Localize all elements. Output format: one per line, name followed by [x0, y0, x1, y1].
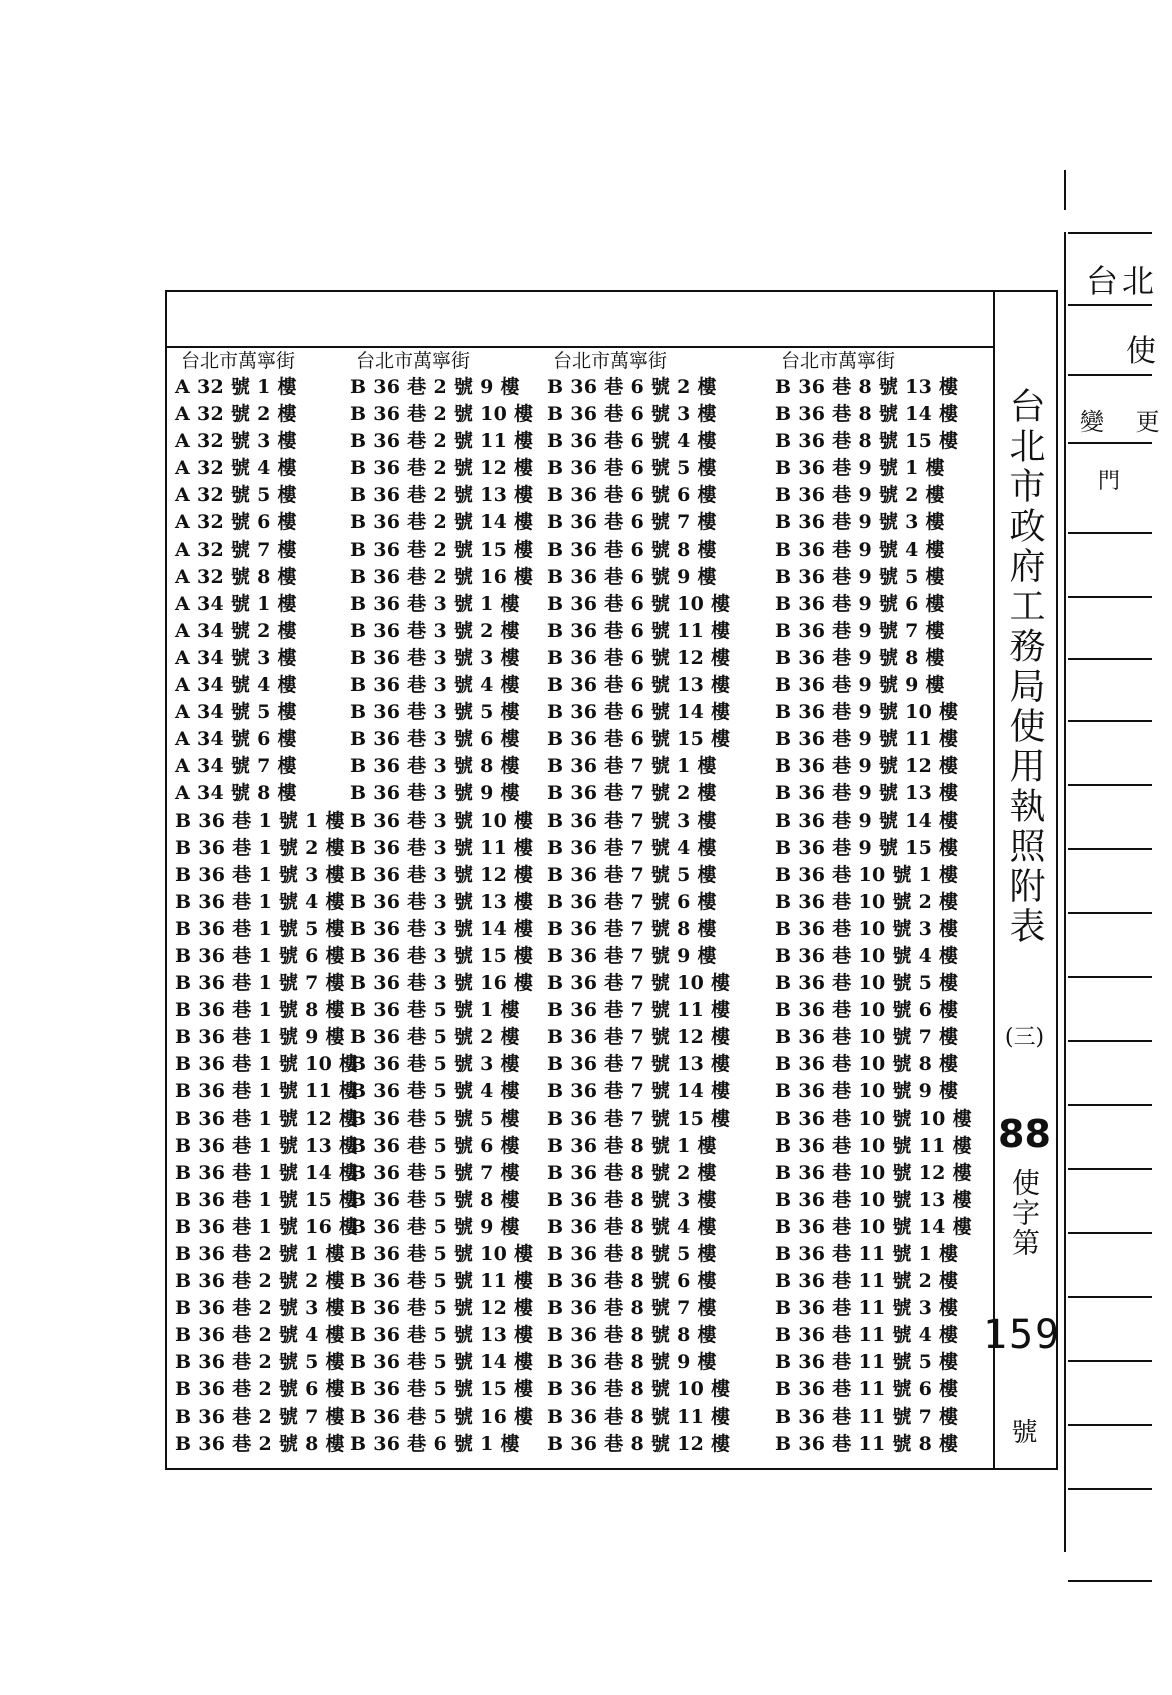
address-entry: B 36 巷 10 號 11 樓: [775, 1134, 972, 1157]
adjacent-page-door-label: 門: [1098, 469, 1121, 494]
address-entry: A 34 號 7 樓: [175, 755, 297, 778]
address-entry: B 36 巷 10 號 2 樓: [775, 890, 959, 913]
address-entry: B 36 巷 7 號 3 樓: [547, 809, 717, 832]
address-entry: B 36 巷 6 號 13 樓: [547, 674, 731, 697]
address-entry: B 36 巷 6 號 2 樓: [547, 376, 717, 398]
column-header: 台北市萬寧街: [781, 350, 896, 372]
address-entry: B 36 巷 8 號 5 樓: [547, 1243, 717, 1265]
address-entry: B 36 巷 3 號 4 樓: [350, 674, 520, 697]
address-entry: A 32 號 2 樓: [175, 403, 297, 426]
adjacent-page-rule: [1068, 658, 1152, 660]
address-entry: B 36 巷 3 號 13 樓: [350, 890, 534, 913]
adjacent-page-rule: [1068, 304, 1152, 306]
adjacent-page-rule: [1068, 232, 1152, 234]
address-entry: A 32 號 4 樓: [175, 457, 297, 480]
address-entry: B 36 巷 2 號 10 樓: [350, 403, 534, 426]
address-entry: A 34 號 6 樓: [175, 728, 297, 751]
address-entry: B 36 巷 3 號 6 樓: [350, 728, 520, 751]
address-entry: B 36 巷 3 號 1 樓: [350, 592, 520, 615]
adjacent-page-title: 台北: [1086, 262, 1159, 300]
address-entry: B 36 巷 9 號 7 樓: [775, 619, 945, 642]
address-entry: B 36 巷 5 號 16 樓: [350, 1405, 534, 1428]
adjacent-page-rule: [1068, 532, 1152, 534]
address-entry: B 36 巷 2 號 4 樓: [175, 1324, 345, 1347]
address-entry: B 36 巷 5 號 5 樓: [350, 1107, 520, 1130]
address-entry: B 36 巷 2 號 7 樓: [175, 1405, 345, 1428]
address-entry: B 36 巷 5 號 4 樓: [350, 1080, 520, 1103]
address-entry: B 36 巷 8 號 11 樓: [547, 1405, 731, 1428]
column-header: 台北市萬寧街: [356, 350, 471, 372]
address-entry: B 36 巷 10 號 1 樓: [775, 863, 959, 886]
address-entry: B 36 巷 1 號 11 樓: [175, 1080, 359, 1103]
address-entry: B 36 巷 6 號 4 樓: [547, 430, 717, 453]
address-entry: A 32 號 6 樓: [175, 511, 297, 534]
address-entry: B 36 巷 5 號 10 樓: [350, 1243, 534, 1265]
address-entry: B 36 巷 2 號 14 樓: [350, 511, 534, 534]
adjacent-page-rule: [1068, 1580, 1152, 1582]
address-entry: B 36 巷 1 號 9 樓: [175, 1026, 345, 1049]
permit-appendix-table: [165, 290, 1062, 1470]
adjacent-page-rule: [1068, 976, 1152, 978]
address-entry: B 36 巷 2 號 8 樓: [175, 1432, 345, 1455]
address-entry: B 36 巷 11 號 3 樓: [775, 1297, 959, 1320]
address-entry: B 36 巷 6 號 10 樓: [547, 592, 731, 615]
address-entry: B 36 巷 6 號 6 樓: [547, 484, 717, 507]
adjacent-page-edge: [1064, 0, 1172, 1695]
address-column-4: [775, 348, 975, 1458]
address-entry: A 34 號 3 樓: [175, 646, 297, 669]
permit-number-suffix: 號: [1011, 1418, 1038, 1448]
address-entry: B 36 巷 7 號 2 樓: [547, 782, 717, 805]
address-entry: B 36 巷 9 號 13 樓: [775, 782, 959, 805]
address-entry: B 36 巷 2 號 6 樓: [175, 1378, 345, 1401]
address-entry: B 36 巷 7 號 4 樓: [547, 836, 717, 859]
address-entry: B 36 巷 8 號 6 樓: [547, 1270, 717, 1293]
address-entry: B 36 巷 1 號 4 樓: [175, 890, 345, 913]
address-entry: B 36 巷 9 號 9 樓: [775, 674, 945, 697]
permit-number: 159: [982, 1312, 1062, 1358]
address-entry: B 36 巷 8 號 13 樓: [775, 376, 959, 398]
address-entry: B 36 巷 2 號 13 樓: [350, 484, 534, 507]
address-entry: B 36 巷 5 號 6 樓: [350, 1134, 520, 1157]
address-entry: B 36 巷 1 號 12 樓: [175, 1107, 359, 1130]
adjacent-page-rule: [1068, 720, 1152, 722]
adjacent-page-heading: 使: [1126, 334, 1156, 369]
address-entry: B 36 巷 11 號 4 樓: [775, 1324, 959, 1347]
address-entry: B 36 巷 2 號 9 樓: [350, 376, 520, 398]
address-entry: B 36 巷 6 號 7 樓: [547, 511, 717, 534]
address-entry: B 36 巷 8 號 14 樓: [775, 403, 959, 426]
address-entry: B 36 巷 9 號 1 樓: [775, 457, 945, 480]
adjacent-page-rule: [1068, 1296, 1152, 1298]
address-entry: B 36 巷 8 號 3 樓: [547, 1188, 717, 1211]
address-entry: B 36 巷 11 號 1 樓: [775, 1243, 959, 1265]
adjacent-page-rule: [1068, 1104, 1152, 1106]
address-entry: B 36 巷 5 號 11 樓: [350, 1270, 534, 1293]
address-entry: B 36 巷 1 號 8 樓: [175, 999, 345, 1022]
permit-type: 使字第: [1008, 1168, 1041, 1258]
address-entry: B 36 巷 7 號 12 樓: [547, 1026, 731, 1049]
address-entry: B 36 巷 7 號 5 樓: [547, 863, 717, 886]
address-entry: B 36 巷 10 號 10 樓: [775, 1107, 972, 1130]
address-entry: B 36 巷 1 號 15 樓: [175, 1188, 359, 1211]
address-entry: B 36 巷 10 號 4 樓: [775, 944, 959, 967]
address-entry: B 36 巷 6 號 14 樓: [547, 701, 731, 724]
adjacent-page-rule: [1068, 1168, 1152, 1170]
address-entry: B 36 巷 10 號 14 樓: [775, 1215, 972, 1238]
address-entry: B 36 巷 9 號 3 樓: [775, 511, 945, 534]
address-entry: B 36 巷 6 號 5 樓: [547, 457, 717, 480]
permit-year: 88: [998, 1112, 1051, 1156]
adjacent-page-border: [1064, 232, 1066, 1552]
address-entry: B 36 巷 10 號 12 樓: [775, 1161, 972, 1184]
address-entry: B 36 巷 9 號 12 樓: [775, 755, 959, 778]
address-entry: B 36 巷 1 號 13 樓: [175, 1134, 359, 1157]
address-entry: B 36 巷 9 號 14 樓: [775, 809, 959, 832]
address-entry: B 36 巷 8 號 4 樓: [547, 1215, 717, 1238]
address-entry: B 36 巷 5 號 14 樓: [350, 1351, 534, 1374]
column-header: 台北市萬寧街: [553, 350, 668, 372]
address-entry: B 36 巷 3 號 3 樓: [350, 646, 520, 669]
address-entry: B 36 巷 5 號 12 樓: [350, 1297, 534, 1320]
address-entry: B 36 巷 6 號 9 樓: [547, 565, 717, 588]
address-entry: B 36 巷 7 號 10 樓: [547, 972, 731, 995]
address-entry: B 36 巷 9 號 10 樓: [775, 701, 959, 724]
column-header: 台北市萬寧街: [181, 350, 296, 372]
address-entry: B 36 巷 8 號 10 樓: [547, 1378, 731, 1401]
adjacent-page-rule: [1068, 1488, 1152, 1490]
address-entry: B 36 巷 9 號 8 樓: [775, 646, 945, 669]
address-column-1: [175, 348, 375, 1458]
address-entry: B 36 巷 7 號 6 樓: [547, 890, 717, 913]
address-entry: B 36 巷 3 號 9 樓: [350, 782, 520, 805]
table-header-row: [167, 292, 993, 348]
address-entry: B 36 巷 9 號 2 樓: [775, 484, 945, 507]
address-entry: B 36 巷 1 號 2 樓: [175, 836, 345, 859]
address-entry: A 32 號 1 樓: [175, 376, 297, 398]
address-entry: B 36 巷 10 號 13 樓: [775, 1188, 972, 1211]
address-entry: B 36 巷 5 號 8 樓: [350, 1188, 520, 1211]
address-entry: B 36 巷 2 號 15 樓: [350, 538, 534, 561]
address-entry: B 36 巷 3 號 14 樓: [350, 917, 534, 940]
address-entry: B 36 巷 2 號 2 樓: [175, 1270, 345, 1293]
address-entry: B 36 巷 7 號 14 樓: [547, 1080, 731, 1103]
adjacent-page-change-label: 變 更: [1080, 408, 1172, 436]
address-entry: B 36 巷 8 號 8 樓: [547, 1324, 717, 1347]
address-entry: B 36 巷 11 號 5 樓: [775, 1351, 959, 1374]
appendix-number: (三): [1004, 1025, 1045, 1050]
address-entry: B 36 巷 3 號 12 樓: [350, 863, 534, 886]
address-entry: B 36 巷 5 號 9 樓: [350, 1215, 520, 1238]
address-column-3: [547, 348, 747, 1458]
address-column-2: [350, 348, 550, 1458]
address-entry: B 36 巷 3 號 10 樓: [350, 809, 534, 832]
address-entry: B 36 巷 8 號 7 樓: [547, 1297, 717, 1320]
address-entry: B 36 巷 5 號 13 樓: [350, 1324, 534, 1347]
address-entry: B 36 巷 2 號 11 樓: [350, 430, 534, 453]
address-entry: B 36 巷 10 號 9 樓: [775, 1080, 959, 1103]
address-entry: B 36 巷 3 號 11 樓: [350, 836, 534, 859]
address-list: [175, 374, 375, 1458]
address-entry: A 32 號 8 樓: [175, 565, 297, 588]
address-entry: B 36 巷 2 號 3 樓: [175, 1297, 345, 1320]
address-entry: B 36 巷 9 號 11 樓: [775, 728, 959, 751]
address-entry: B 36 巷 7 號 15 樓: [547, 1107, 731, 1130]
address-list: [775, 374, 975, 1458]
address-entry: A 34 號 8 樓: [175, 782, 297, 805]
address-entry: A 32 號 3 樓: [175, 430, 297, 453]
address-entry: A 32 號 7 樓: [175, 538, 297, 561]
address-entry: B 36 巷 1 號 14 樓: [175, 1161, 359, 1184]
address-entry: B 36 巷 1 號 5 樓: [175, 917, 345, 940]
adjacent-page-rule: [1068, 912, 1152, 914]
address-entry: B 36 巷 2 號 1 樓: [175, 1243, 345, 1265]
address-entry: B 36 巷 9 號 4 樓: [775, 538, 945, 561]
address-entry: B 36 巷 3 號 8 樓: [350, 755, 520, 778]
address-entry: B 36 巷 5 號 3 樓: [350, 1053, 520, 1076]
side-title-panel: [982, 292, 1062, 1468]
address-entry: B 36 巷 2 號 12 樓: [350, 457, 534, 480]
address-entry: B 36 巷 8 號 15 樓: [775, 430, 959, 453]
address-entry: B 36 巷 11 號 7 樓: [775, 1405, 959, 1428]
address-entry: B 36 巷 10 號 8 樓: [775, 1053, 959, 1076]
address-entry: B 36 巷 1 號 6 樓: [175, 944, 345, 967]
address-entry: B 36 巷 2 號 16 樓: [350, 565, 534, 588]
address-entry: B 36 巷 9 號 6 樓: [775, 592, 945, 615]
address-entry: B 36 巷 3 號 16 樓: [350, 972, 534, 995]
address-entry: B 36 巷 7 號 1 樓: [547, 755, 717, 778]
address-entry: B 36 巷 6 號 12 樓: [547, 646, 731, 669]
address-entry: B 36 巷 6 號 1 樓: [350, 1432, 520, 1455]
address-entry: B 36 巷 10 號 5 樓: [775, 972, 959, 995]
address-entry: B 36 巷 3 號 5 樓: [350, 701, 520, 724]
address-entry: A 32 號 5 樓: [175, 484, 297, 507]
address-entry: B 36 巷 5 號 7 樓: [350, 1161, 520, 1184]
address-entry: B 36 巷 2 號 5 樓: [175, 1351, 345, 1374]
address-entry: A 34 號 4 樓: [175, 674, 297, 697]
adjacent-page-rule: [1068, 1040, 1152, 1042]
address-entry: B 36 巷 5 號 2 樓: [350, 1026, 520, 1049]
address-entry: B 36 巷 3 號 15 樓: [350, 944, 534, 967]
address-entry: B 36 巷 7 號 11 樓: [547, 999, 731, 1022]
adjacent-page-rule: [1068, 1424, 1152, 1426]
address-entry: B 36 巷 5 號 1 樓: [350, 999, 520, 1022]
address-entry: B 36 巷 1 號 10 樓: [175, 1053, 359, 1076]
address-entry: B 36 巷 6 號 3 樓: [547, 403, 717, 426]
address-entry: B 36 巷 1 號 3 樓: [175, 863, 345, 886]
address-entry: B 36 巷 7 號 8 樓: [547, 917, 717, 940]
address-list: [350, 374, 550, 1458]
document-title: 台北市政府工務局使用執照附表: [1004, 387, 1045, 947]
address-entry: B 36 巷 8 號 2 樓: [547, 1161, 717, 1184]
address-entry: B 36 巷 7 號 9 樓: [547, 944, 717, 967]
address-entry: B 36 巷 8 號 1 樓: [547, 1134, 717, 1157]
address-list: [547, 374, 747, 1458]
address-entry: A 34 號 2 樓: [175, 619, 297, 642]
address-entry: B 36 巷 1 號 16 樓: [175, 1215, 359, 1238]
address-entry: B 36 巷 10 號 7 樓: [775, 1026, 959, 1049]
adjacent-page-rule: [1068, 374, 1152, 376]
address-entry: B 36 巷 10 號 6 樓: [775, 999, 959, 1022]
address-entry: B 36 巷 7 號 13 樓: [547, 1053, 731, 1076]
address-entry: B 36 巷 8 號 12 樓: [547, 1432, 731, 1455]
address-entry: B 36 巷 6 號 11 樓: [547, 619, 731, 642]
address-entry: B 36 巷 8 號 9 樓: [547, 1351, 717, 1374]
adjacent-page-rule: [1068, 784, 1152, 786]
address-entry: B 36 巷 9 號 15 樓: [775, 836, 959, 859]
adjacent-page-rule: [1068, 442, 1152, 444]
adjacent-page-rule: [1068, 1360, 1152, 1362]
address-entry: B 36 巷 1 號 1 樓: [175, 809, 345, 832]
address-entry: B 36 巷 5 號 15 樓: [350, 1378, 534, 1401]
address-entry: B 36 巷 3 號 2 樓: [350, 619, 520, 642]
address-entry: A 34 號 5 樓: [175, 701, 297, 724]
adjacent-page-tick: [1064, 170, 1066, 210]
address-entry: B 36 巷 11 號 2 樓: [775, 1270, 959, 1293]
address-entry: B 36 巷 10 號 3 樓: [775, 917, 959, 940]
address-entry: B 36 巷 11 號 6 樓: [775, 1378, 959, 1401]
adjacent-page-rule: [1068, 1232, 1152, 1234]
adjacent-page-rule: [1068, 596, 1152, 598]
address-entry: B 36 巷 6 號 8 樓: [547, 538, 717, 561]
address-entry: B 36 巷 11 號 8 樓: [775, 1432, 959, 1455]
adjacent-page-rule: [1068, 848, 1152, 850]
address-entry: A 34 號 1 樓: [175, 592, 297, 615]
address-entry: B 36 巷 6 號 15 樓: [547, 728, 731, 751]
address-entry: B 36 巷 9 號 5 樓: [775, 565, 945, 588]
address-entry: B 36 巷 1 號 7 樓: [175, 972, 345, 995]
